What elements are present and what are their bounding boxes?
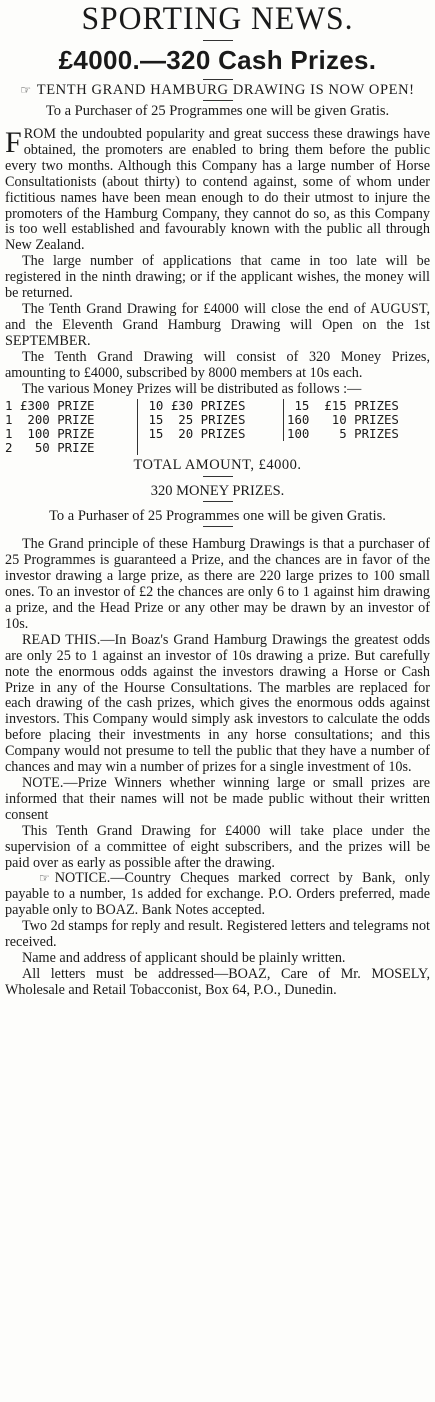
masthead: SPORTING NEWS.	[81, 1, 354, 37]
notice-lead: NOTICE.	[54, 870, 111, 887]
offer-gratis-1: To a Purchaser of 25 Programmes one will be given Gratis.	[45, 103, 390, 119]
money-prizes-heading: 320 MONEY PRIZES.	[150, 483, 285, 500]
name-address-paragraph: Name and address of applicant should be plainly written.	[22, 949, 346, 966]
principle-paragraph: The Grand principle of these Hamburg Drawings is that a purchaser of 25 Programmes is guaranteed a Prize, and the chances are in favor of the investor drawing a large prize, as there are 220 large prizes to 100 small ones. To an investor of £2 the chances are only 6 to 1 against him drawing a prize, and the Head Prize or any other may be drawn by an investor of 10s.	[5, 536, 430, 632]
prize-cell: 160 10 PRIZES	[283, 413, 399, 427]
read-this-paragraph	[0, 633, 435, 776]
address-paragraph: All letters must be addressed—BOAZ, Care of Mr. MOSELY, Wholesale and Retail Tobacconist, Box 64, P.O., Dunedin.	[5, 965, 430, 998]
note-paragraph	[0, 776, 435, 824]
note-lead: NOTE.	[22, 775, 64, 791]
note-text: —Prize Winners whether winning large or small prizes are informed that their names will not be made public without their written consent	[5, 775, 430, 823]
prize-cell: 15 20 PRIZES	[137, 427, 283, 441]
prize-cell: 100 5 PRIZES	[283, 427, 399, 441]
distributed-paragraph: The various Money Prizes will be distributed as follows :—	[22, 380, 362, 397]
offer-rule	[203, 526, 233, 527]
total-rule	[203, 476, 233, 477]
prize-cell: 10 £30 PRIZES	[137, 399, 283, 413]
prize-table	[5, 399, 430, 455]
intro-text: ROM the undoubted popularity and great success these drawings have obtained, the promoters are enabled to bring them before the public every two months. Although this Company has a large number of Horse Consultationists (about thirty) to contend against, some of whom under fictitious names have been mean enough to do their utmost to injure the promoters of the Hamburg Company, they cannot do so, as this Company is too well established and favourably known with the public all through New Zealand.	[5, 126, 430, 254]
prize-cell	[137, 441, 283, 455]
prize-row	[5, 399, 430, 413]
prize-cell: 1 £300 PRIZE	[5, 398, 95, 414]
offer-gratis-2: To a Purhaser of 25 Programmes one will be given Gratis.	[49, 508, 386, 525]
notice-text: —Country Cheques marked correct by Bank, only payable to a number, 1s added for exchange. P.O. Orders preferred, made payable only to BOAZ. Bank Notes accepted.	[5, 870, 430, 919]
prize-row	[5, 441, 430, 455]
consist-paragraph: The Tenth Grand Drawing will consist of 320 Money Prizes, amounting to £4000, subscribed by 8000 members at 10s each.	[5, 348, 430, 381]
announcement-rule	[203, 100, 233, 101]
stamps-paragraph: Two 2d stamps for reply and result. Registered letters and telegrams not received.	[5, 918, 430, 951]
pointing-hand-icon: ☞	[39, 871, 50, 886]
read-this-lead: READ THIS.	[22, 631, 101, 648]
prize-row	[5, 413, 430, 427]
announcement	[0, 82, 435, 98]
prize-cell: 15 £15 PRIZES	[283, 399, 399, 413]
prize-cell: 1 200 PRIZE	[5, 412, 95, 428]
prize-row	[5, 427, 430, 441]
prize-cell: 15 25 PRIZES	[137, 413, 283, 427]
close-paragraph: The Tenth Grand Drawing for £4000 will close the end of AUGUST, and the Eleventh Grand Hamburg Drawing will Open on the 1st SEPTEMBER.	[5, 300, 430, 349]
notice-paragraph	[0, 871, 435, 919]
applications-paragraph: The large number of applications that came in too late will be registered in the ninth drawing; or if the applicant wishes, the money will be returned.	[5, 253, 430, 302]
supervision-paragraph: This Tenth Grand Drawing for £4000 will take place under the supervision of a committee of eight subscribers, and the prizes will be paid over as early as possible after the drawing.	[5, 822, 430, 871]
heading-rule	[203, 501, 233, 502]
intro-paragraph	[0, 127, 435, 254]
pointing-hand-icon: ☞	[20, 83, 32, 97]
headline: £4000.—320 Cash Prizes.	[58, 45, 377, 75]
prize-cell: 2 50 PRIZE	[5, 440, 95, 456]
prize-cell: 1 100 PRIZE	[5, 426, 95, 442]
headline-rule	[203, 79, 233, 80]
masthead-rule	[203, 40, 233, 41]
announcement-text: TENTH GRAND HAMBURG DRAWING IS NOW OPEN!	[36, 82, 415, 98]
total-amount: TOTAL AMOUNT, £4000.	[133, 457, 302, 474]
drop-cap: F	[5, 126, 22, 159]
read-this-text: —In Boaz's Grand Hamburg Drawings the greatest odds are only 25 to 1 against an investor of 10s drawing a prize. But carefully note the enormous odds against the investors drawing a Horse or Cash Prize in any of the Hourse Consultations. The marbles are replaced for each drawing of the cash prizes, which gives the enormous odds against investors. This Company would simply ask investors to calculate the odds before placing their investments in any horse consultations; and this Company would not presume to tell the public that they have a number of chances and may win a number of prizes for a single investment of 10s.	[5, 631, 430, 776]
